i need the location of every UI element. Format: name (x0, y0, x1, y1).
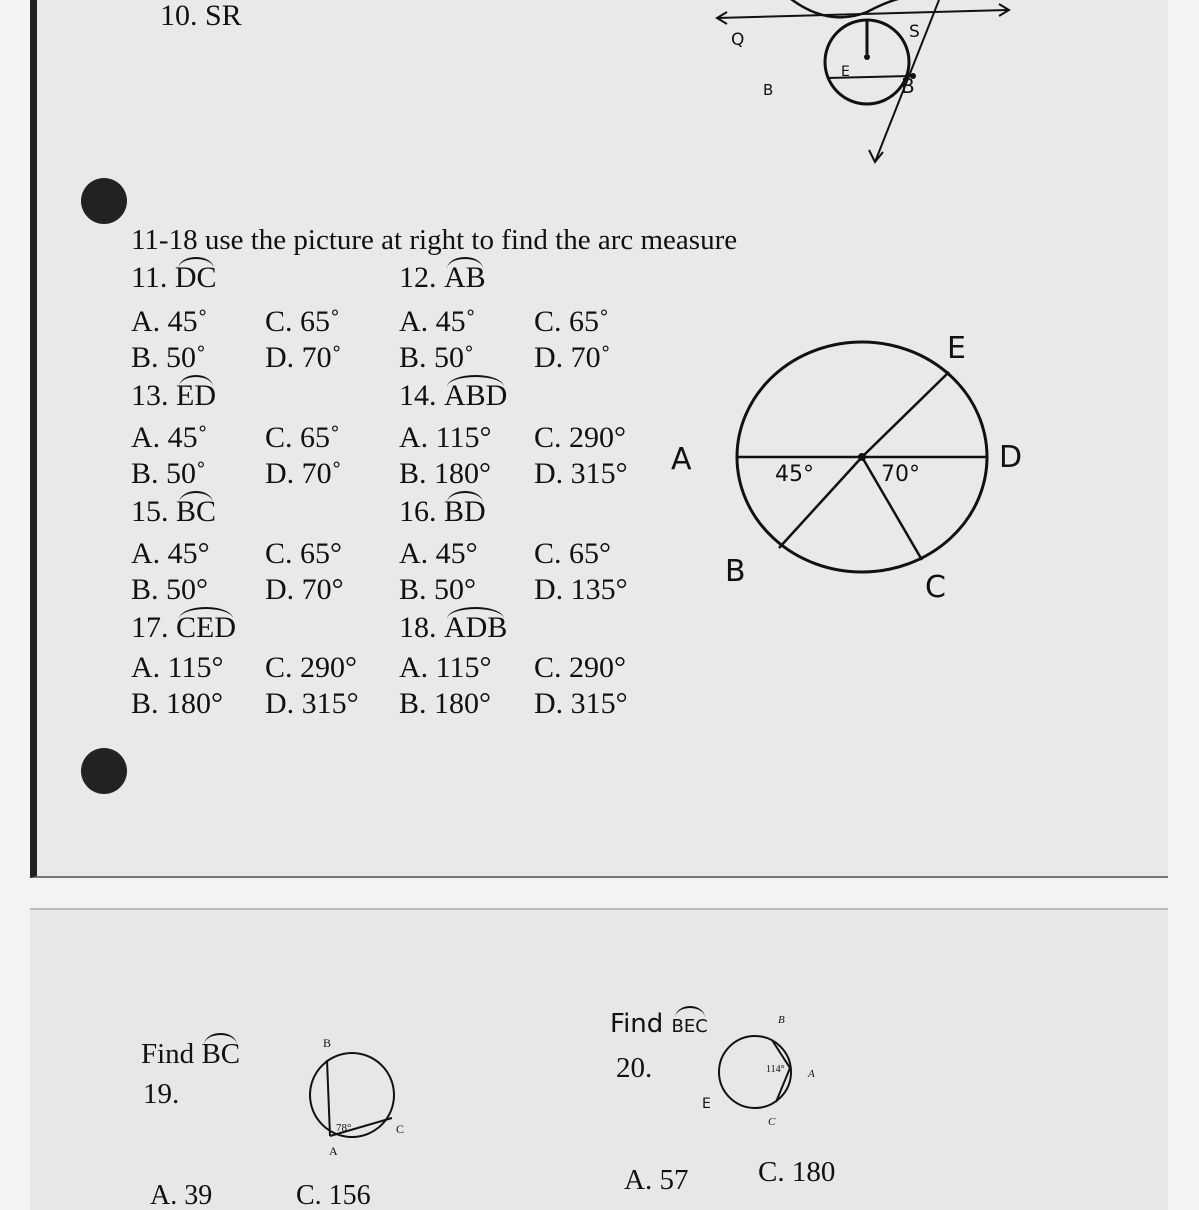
q11-choice-b: B. 50˚ (131, 341, 206, 374)
q18-choice-a: A. 115° (399, 651, 492, 684)
q14-choice-c: C. 290° (534, 421, 627, 454)
q15-choice-d: D. 70° (265, 573, 344, 606)
arc-symbol: CED (176, 611, 236, 644)
q19-label-c: C (396, 1122, 405, 1136)
q13-choice-d: D. 70˚ (265, 457, 342, 490)
angle-label-70: 70° (881, 462, 920, 487)
q16-choice-c: C. 65° (534, 537, 612, 570)
question-20-prompt: Find BEC (610, 1008, 708, 1043)
fig10-label-s: S (909, 22, 920, 42)
question-13: 13. ED (131, 379, 216, 412)
question-18: 18. ADB (399, 611, 508, 644)
q11-choice-d: D. 70˚ (265, 341, 342, 374)
q14-choice-b: B. 180° (399, 457, 492, 490)
fig10-label-b-right: B (901, 74, 915, 98)
q14-choice-d: D. 315° (534, 457, 628, 490)
q11-choice-c: C. 65˚ (265, 305, 340, 338)
q16-choice-a: A. 45° (399, 537, 478, 570)
q12-choice-b: B. 50˚ (399, 341, 474, 374)
fig10-label-e: E (841, 64, 850, 80)
q18-choice-b: B. 180° (399, 687, 492, 720)
q20-angle: 114° (766, 1064, 785, 1075)
question-11: 11. DC (131, 261, 217, 294)
q15-choice-a: A. 45° (131, 537, 210, 570)
q18-choice-c: C. 290° (534, 651, 627, 684)
question-16: 16. BD (399, 495, 486, 528)
punch-hole-top (81, 178, 127, 224)
circle-label-a: A (671, 442, 692, 477)
worksheet-page-1 (30, 0, 1168, 878)
q19-choice-c: C. 156 (296, 1180, 371, 1210)
arc-symbol: BD (444, 495, 486, 528)
q13-choice-c: C. 65˚ (265, 421, 340, 454)
q15-choice-c: C. 65° (265, 537, 343, 570)
angle-label-45: 45° (775, 462, 814, 487)
question-15: 15. BC (131, 495, 217, 528)
q16-choice-d: D. 135° (534, 573, 628, 606)
q20-label-e: E (702, 1096, 711, 1112)
q11-choice-a: A. 45˚ (131, 305, 208, 338)
fig10-label-q: Q (731, 30, 745, 50)
circle-label-d: D (999, 440, 1023, 475)
q20-choice-a: A. 57 (624, 1164, 689, 1196)
q20-label-a: A (808, 1068, 815, 1080)
q15-choice-b: B. 50° (131, 573, 209, 606)
question-19-prompt: Find BC (141, 1038, 241, 1070)
q13-choice-b: B. 50˚ (131, 457, 206, 490)
question-14: 14. ABD (399, 379, 508, 412)
q17-choice-d: D. 315° (265, 687, 359, 720)
fig10-label-b-left: B (763, 81, 774, 99)
q12-choice-d: D. 70˚ (534, 341, 611, 374)
q16-choice-b: B. 50° (399, 573, 477, 606)
arc-symbol: ED (176, 379, 216, 412)
q19-label-b: B (323, 1036, 332, 1050)
worksheet-page-2 (30, 908, 1168, 1210)
q13-choice-a: A. 45˚ (131, 421, 208, 454)
arc-symbol: AB (444, 261, 486, 294)
punch-hole-bottom (81, 748, 127, 794)
q12-choice-c: C. 65˚ (534, 305, 609, 338)
arc-symbol: ADB (444, 611, 508, 644)
arc-symbol: BC (201, 1038, 241, 1070)
q19-angle: 78° (336, 1122, 352, 1134)
instructions-11-18: 11-18 use the picture at right to find the arc measure (131, 224, 738, 256)
q18-choice-d: D. 315° (534, 687, 628, 720)
arc-symbol: ABD (444, 379, 508, 412)
circle-label-b: B (725, 554, 746, 589)
q19-choice-a: A. 39 (150, 1180, 213, 1210)
q20-label-b: B (778, 1014, 785, 1026)
q19-label-a: A (329, 1144, 338, 1158)
arc-symbol: DC (174, 261, 217, 294)
circle-label-c: C (925, 570, 946, 605)
arc-symbol: BC (176, 495, 217, 528)
arc-circle-diagram (717, 340, 1017, 590)
q20-label-c: C (768, 1116, 776, 1128)
q12-choice-a: A. 45˚ (399, 305, 476, 338)
q20-choice-c: C. 180 (758, 1156, 836, 1188)
arc-symbol: BEC (672, 1011, 708, 1043)
q17-choice-a: A. 115° (131, 651, 224, 684)
question-19-number: 19. (143, 1078, 180, 1110)
question-10-label: 10. SR (160, 0, 242, 32)
circle-label-e: E (947, 331, 966, 366)
question-12: 12. AB (399, 261, 486, 294)
q17-choice-c: C. 290° (265, 651, 358, 684)
question-20-number: 20. (616, 1052, 653, 1084)
q17-choice-b: B. 180° (131, 687, 224, 720)
q14-choice-a: A. 115° (399, 421, 492, 454)
question-17: 17. CED (131, 611, 236, 644)
